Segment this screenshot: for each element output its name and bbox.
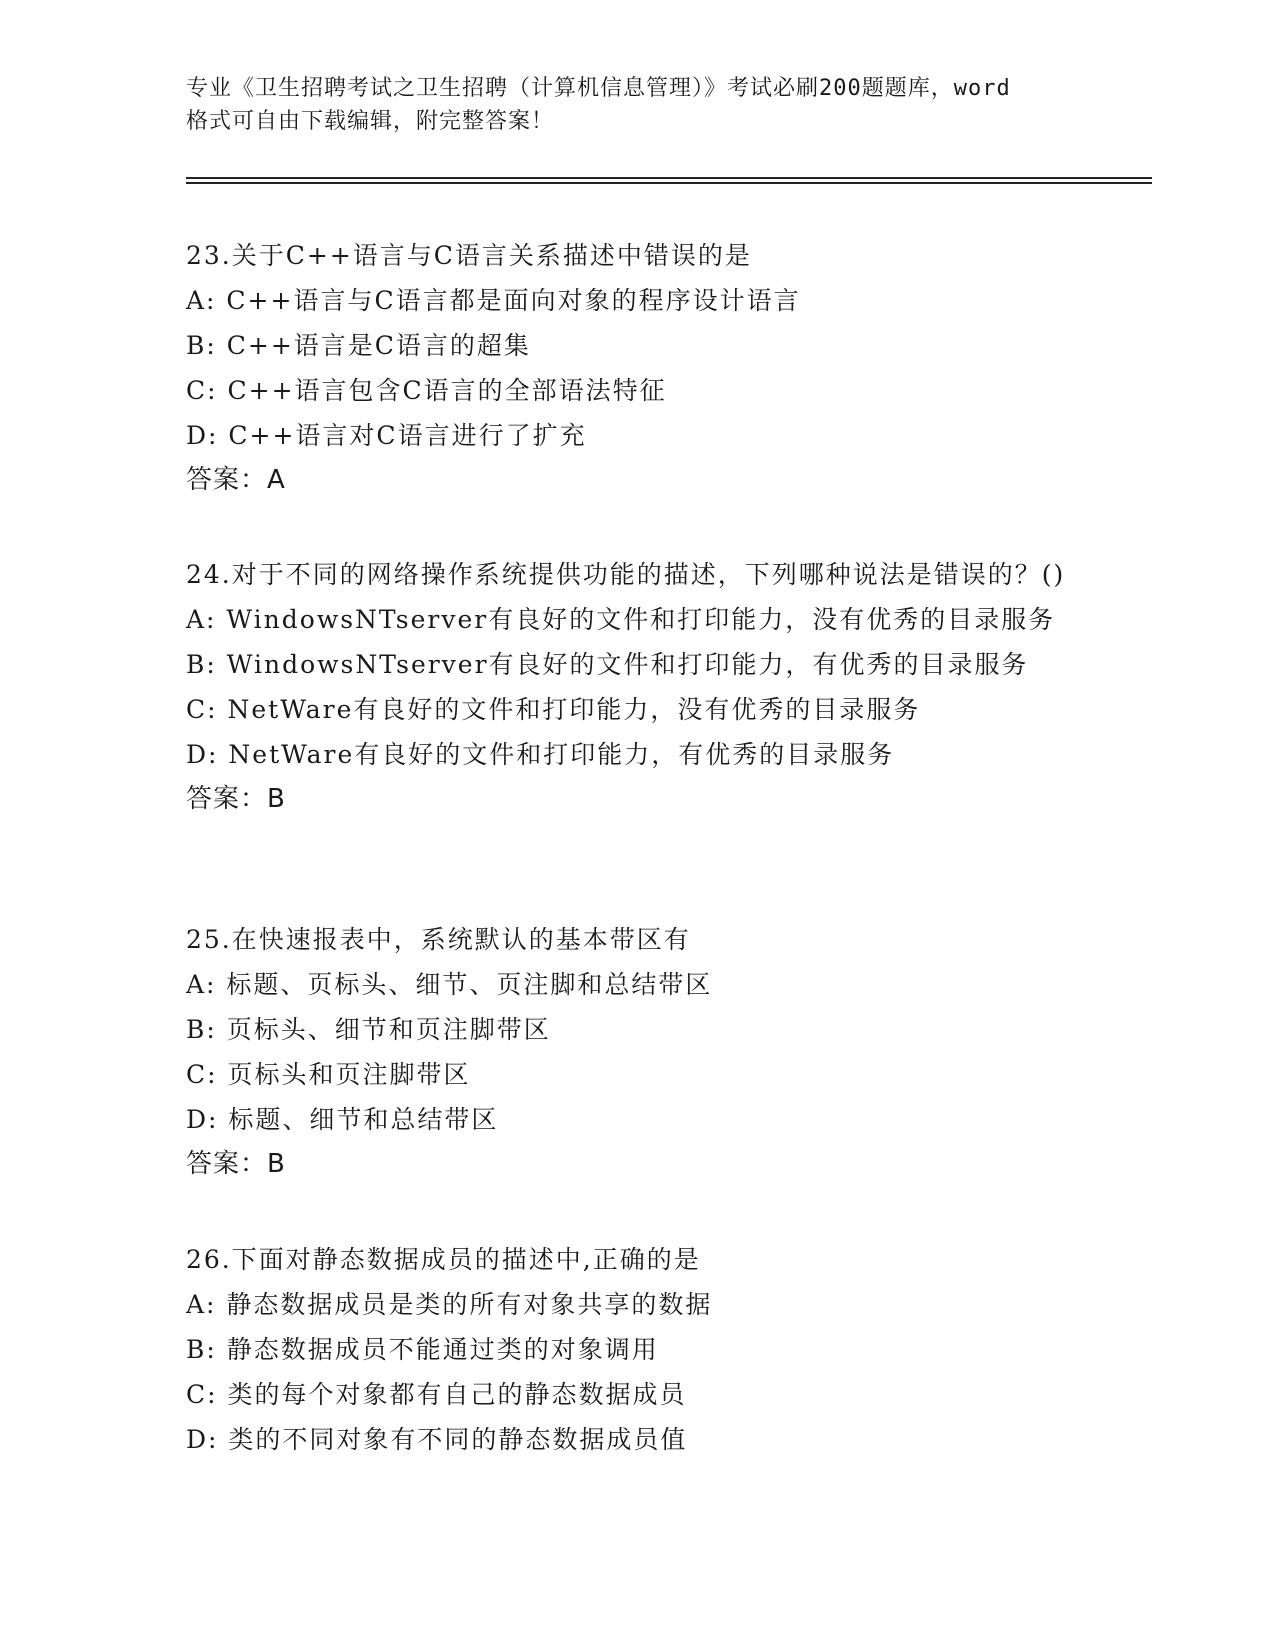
question-stem: 23.关于C++语言与C语言关系描述中错误的是 [186,241,752,270]
option-b: B: C++语言是C语言的超集 [186,331,531,360]
question-stem: 24.对于不同的网络操作系统提供功能的描述，下列哪种说法是错误的？() [186,560,1066,589]
option-c: C: 页标头和页注脚带区 [186,1060,471,1089]
option-d: D: 标题、细节和总结带区 [186,1105,499,1134]
question-26 [186,1237,1086,1462]
option-a: A: 标题、页标头、细节、页注脚和总结带区 [186,970,713,999]
header-divider-top [186,177,1152,179]
header-line-1: 专业《卫生招聘考试之卫生招聘（计算机信息管理）》考试必刷200题题库，word [186,76,1011,101]
question-24 [186,552,1086,822]
option-b: B: WindowsNTserver有良好的文件和打印能力，有优秀的目录服务 [186,650,1029,679]
document-header [186,72,1086,138]
option-d: D: 类的不同对象有不同的静态数据成员值 [186,1425,688,1454]
option-b: B: 静态数据成员不能通过类的对象调用 [186,1335,659,1364]
option-c: C: 类的每个对象都有自己的静态数据成员 [186,1380,687,1409]
option-c: C: NetWare有良好的文件和打印能力，没有优秀的目录服务 [186,695,921,724]
option-d: D: NetWare有良好的文件和打印能力，有优秀的目录服务 [186,740,895,769]
question-stem: 26.下面对静态数据成员的描述中,正确的是 [186,1245,701,1274]
answer-label: 答案：B [186,1149,286,1179]
answer-label: 答案：A [186,465,286,495]
option-b: B: 页标头、细节和页注脚带区 [186,1015,551,1044]
option-a: A: 静态数据成员是类的所有对象共享的数据 [186,1290,713,1319]
header-divider-bottom [186,182,1152,184]
option-a: A: C++语言与C语言都是面向对象的程序设计语言 [186,286,801,315]
option-c: C: C++语言包含C语言的全部语法特征 [186,376,667,405]
option-a: A: WindowsNTserver有良好的文件和打印能力，没有优秀的目录服务 [186,605,1056,634]
header-line-2: 格式可自由下载编辑，附完整答案！ [186,109,555,134]
answer-label: 答案：B [186,784,286,814]
question-23 [186,233,1086,503]
option-d: D: C++语言对C语言进行了扩充 [186,421,587,450]
question-25 [186,917,1086,1187]
question-stem: 25.在快速报表中，系统默认的基本带区有 [186,925,691,954]
